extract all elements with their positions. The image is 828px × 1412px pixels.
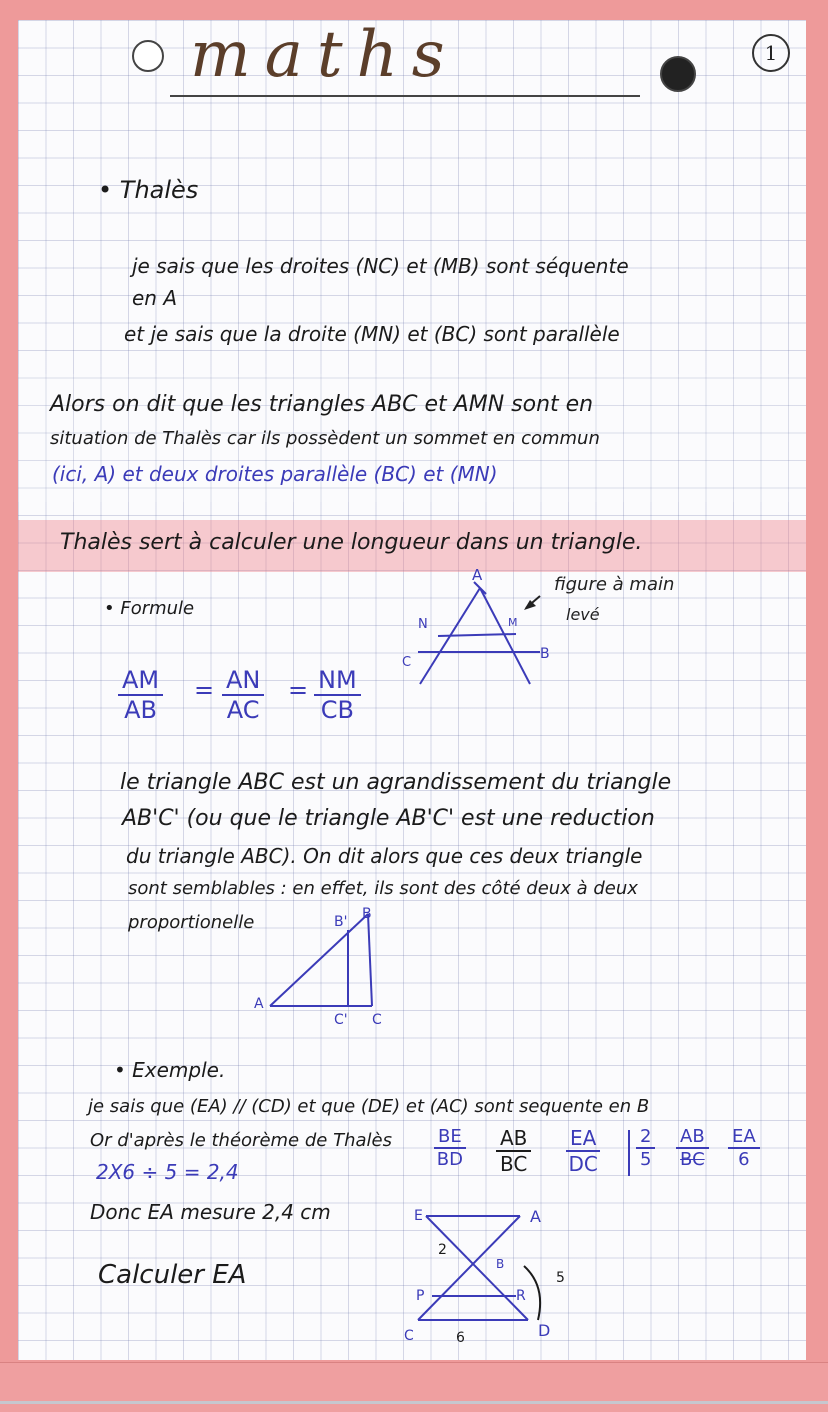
- text-line: proportionelle: [128, 912, 255, 933]
- label-r: R: [516, 1288, 526, 1304]
- fraction-nm-cb: [314, 666, 361, 724]
- text-line: je sais que (EA) // (CD) et que (DE) et (AC) sont sequente en B: [88, 1096, 650, 1117]
- page-number: 1: [752, 34, 790, 72]
- label-p: P: [416, 1288, 425, 1304]
- text-line: sont semblables : en effet, ils sont des côté deux à deux: [128, 878, 638, 899]
- denominator: DC: [568, 1152, 598, 1176]
- denominator: BC: [680, 1149, 705, 1170]
- fraction-an-ac: [222, 666, 264, 724]
- label-b: B: [496, 1257, 505, 1271]
- label-a: A: [254, 996, 264, 1012]
- figure-similar-triangles: [250, 900, 410, 1040]
- highlighted-text: Thalès sert à calculer une longueur dans un triangle.: [60, 530, 643, 555]
- text-line: Alors on dit que les triangles ABC et AMN sont en: [50, 392, 594, 417]
- numerator: AB: [676, 1126, 709, 1149]
- calculation: 2X6 ÷ 5 = 2,4: [96, 1160, 239, 1184]
- label-c: C: [372, 1012, 382, 1028]
- denominator: AC: [226, 696, 260, 724]
- fraction-ea-6: [728, 1126, 760, 1170]
- label-b: B: [540, 646, 550, 662]
- label-c-prime: C': [334, 1012, 348, 1028]
- figure-thales-triangle: [390, 560, 720, 700]
- label-2: 2: [438, 1242, 447, 1258]
- divider: [628, 1130, 630, 1176]
- text-line: et je sais que la droite (MN) et (BC) sont parallèle: [124, 322, 620, 346]
- label-a: A: [472, 566, 483, 584]
- denominator: AB: [124, 696, 157, 724]
- text-line: (ici, A) et deux droites parallèle (BC) et (MN): [52, 462, 498, 486]
- paper-bottom-edge: [0, 1362, 828, 1412]
- fraction-ab-bc: [496, 1126, 531, 1176]
- fraction-2-5: [636, 1126, 655, 1170]
- label-c: C: [402, 655, 412, 670]
- binder-hole-left: [132, 40, 164, 72]
- equals-sign: =: [288, 676, 309, 704]
- numerator: 2: [636, 1126, 655, 1149]
- section-heading-example: • Exemple.: [114, 1058, 226, 1082]
- denominator: CB: [320, 696, 354, 724]
- numerator: AN: [222, 666, 264, 696]
- figure-note-1: figure à main: [554, 574, 675, 595]
- label-c: C: [404, 1328, 414, 1344]
- label-d: D: [538, 1321, 551, 1340]
- label-6: 6: [456, 1330, 465, 1346]
- figure-example-bowtie: [396, 1196, 596, 1356]
- label-b: B: [362, 906, 372, 922]
- label-e: E: [414, 1208, 423, 1224]
- fraction-am-ab: [118, 666, 163, 724]
- task-text: Calculer EA: [98, 1260, 247, 1290]
- equals-sign: =: [194, 676, 215, 704]
- text-line: le triangle ABC est un agrandissement du triangle: [120, 770, 672, 795]
- figure-note-2: levé: [566, 605, 600, 624]
- numerator: AB: [496, 1126, 531, 1152]
- fraction-ab-bc-crossed: [676, 1126, 709, 1170]
- title-underline: [170, 95, 640, 97]
- numerator: BE: [434, 1126, 466, 1149]
- fraction-be-bd: [434, 1126, 466, 1170]
- denominator: 5: [640, 1149, 652, 1170]
- numerator: AM: [118, 666, 163, 696]
- text-line: Or d'après le théorème de Thalès: [90, 1130, 392, 1151]
- binder-hole-right: [660, 56, 696, 92]
- text-line: je sais que les droites (NC) et (MB) sont séquente: [132, 254, 629, 278]
- text-line: AB'C' (ou que le triangle AB'C' est une reduction: [122, 806, 655, 831]
- conclusion: Donc EA mesure 2,4 cm: [90, 1200, 331, 1224]
- text-line: du triangle ABC). On dit alors que ces deux triangle: [126, 844, 643, 868]
- label-n: N: [418, 617, 428, 632]
- denominator: BC: [500, 1152, 528, 1176]
- fraction-ea-dc: [566, 1126, 600, 1176]
- label-b-prime: B': [334, 914, 348, 930]
- denominator: BD: [436, 1149, 463, 1170]
- denominator: 6: [738, 1149, 750, 1170]
- text-line: en A: [132, 286, 178, 310]
- numerator: NM: [314, 666, 361, 696]
- numerator: EA: [566, 1126, 600, 1152]
- numerator: EA: [728, 1126, 760, 1149]
- page-title: maths: [190, 18, 459, 92]
- label-a: A: [530, 1207, 541, 1226]
- section-heading-formula: • Formule: [104, 598, 195, 619]
- label-m: M: [508, 616, 518, 629]
- text-line: situation de Thalès car ils possèdent un sommet en commun: [50, 428, 600, 449]
- section-heading-thales: • Thalès: [98, 176, 199, 204]
- label-5: 5: [556, 1270, 565, 1286]
